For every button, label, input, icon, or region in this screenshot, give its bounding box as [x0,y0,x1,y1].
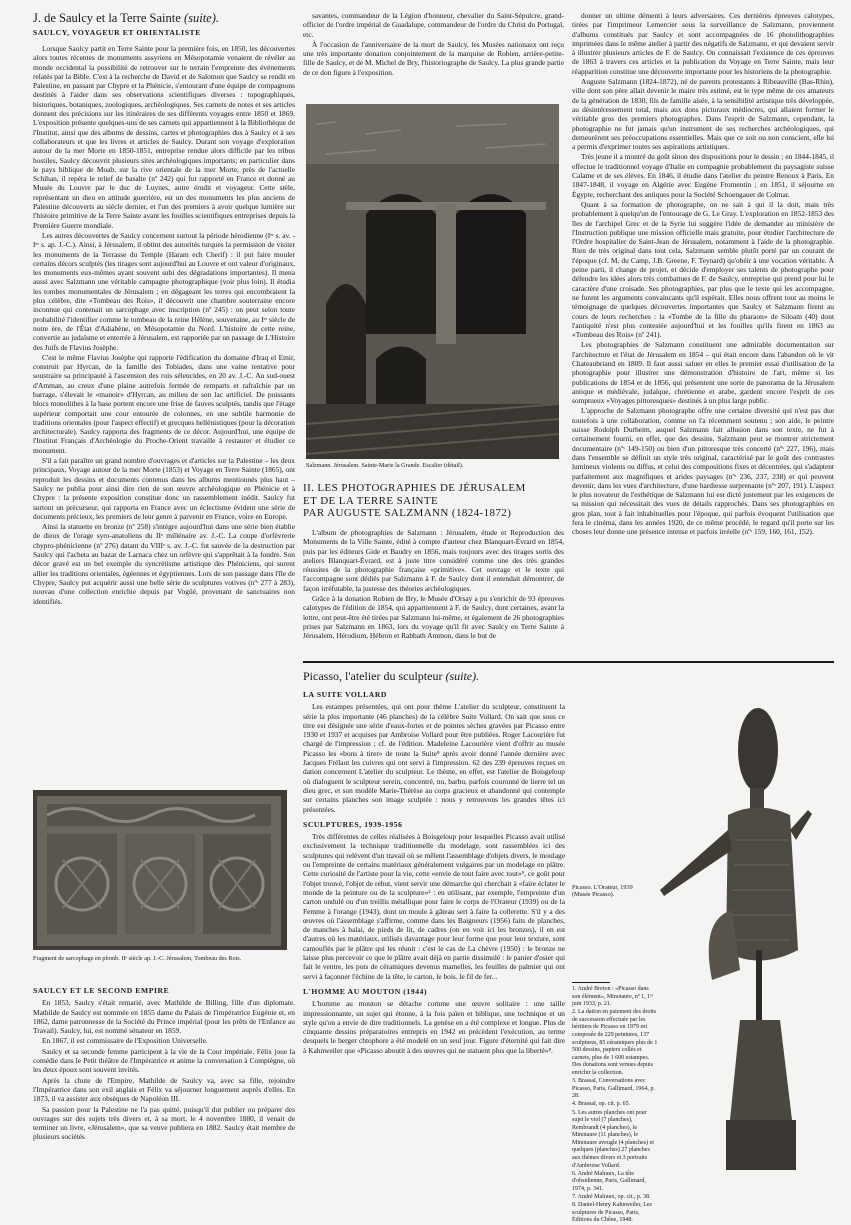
article1-subhead: SAULCY, VOYAGEUR ET ORIENTALISTE [33,28,201,37]
second-empire-section [33,986,295,1191]
sculptures-body [303,832,565,981]
second-empire-paragraph: Saulcy et sa seconde femme participent à la vie de la Cour impériale. Félix joue la comédie dans le Petit théâtre de l'Impératrice et anime la conversation à Compiègne, où les deux époux sont souvent invités. [33,1046,295,1075]
second-empire-paragraph: Sa passion pour la Palestine ne l'a pas quitté, puisqu'il dut publier ou préparer des ouvrages sur des sujets très divers et, à sa mort, le 4 novembre 1880, il venait de terminer un livre, «Jérusalem», que sa veuve publiera en 1882. Saulcy était membre de plusieurs sociétés [33,1104,295,1142]
salzmann-staircase-image [306,104,559,459]
homme-au-mouton-heading: L'HOMME AU MOUTON (1944) [303,986,428,996]
orateur-photo [640,690,825,1178]
footnote: 4. Brassaï, op. cit. p. 65. [572,1101,631,1108]
homme-au-mouton-body [303,999,565,1055]
article1-paragraph: Ainsi la statuette en bronze (nº 258) s'intègre aujourd'hui dans une série bien établie de dieux de l'orage syro-anatoliens du IIᵉ millénaire av. J.-C. La coupe d'orfèvrerie chypro-phénicienne (nº 276) datant du VIIIᵉ s. av. J.-C. fut sauvée de la destruction par Saulcy qui l'acheta au bazar de Larnaca chez un orfèvre qui s'apprêtait à la fondre. Son décor gravé est un bel exemple du syncrétisme artistique des Phéniciens, qui surent allier les traditions orientales, égéennes et égyptiennes. Lors de son passage dans l'île de Chypre, Saulcy put acquérir aussi une belle série de sculptures votives (nºˢ 277 à 283), nouvau d'une collection enrichie depuis par Vogüé, provenant de sanctuaires non identifiés. [33,522,295,606]
footnote: 3. Brassaï, Conversations avec Picasso, Paris, Gallimard, 1964, p. 28. [572,1078,655,1100]
article2-paragraph: Auguste Salzmann (1824-1872), né de parents protestants à Ribeauvillé (Bas-Rhin), ville dont son père allait devenir le maire très estimé, est le type même de ces amateurs de la génération de 1830, fils de famille aisée, à la sensibilité artistique très développée, au désintéressement total, mais aux dons picturaux médiocres, qui allaient former le véritable gros des premiers photographes. Dans l'esprit de Salzmann, cependant, la photographie ne fut jamais qu'un instrument de ses recherches archéologiques, qui demeurèrent ses préoccupations essentielles. Mais que ce soit ou non conscient, elle lui a permis d'exprimer toutes ses aspirations artistiques. [572,77,834,152]
second-empire-body [33,998,295,1141]
suite-vollard-heading: LA SUITE VOLLARD [303,690,388,699]
second-empire-paragraph: Après la chute de l'Empire, Mathilde de Saulcy va, avec sa fille, rejoindre l'Impératrice dans son exil anglais et Félix va séjourner longuement auprès d'elles. En 1873, il va assister aux obsèques de Napoléon III. [33,1075,295,1104]
article1-title-text: J. de Saulcy et la Terre Sainte [33,11,181,25]
article3-body [303,690,565,1195]
salzmann-photo-caption: Salzmann. Jérusalem. Sainte-Marie la Grande. Escalier (détail). [306,462,464,469]
homme-au-mouton-paragraph: L'homme au mouton se détache comme une œuvre solitaire : une taille impressionnante, un sujet qui étonne, à la fois païen et biblique, une technique et un style qu'on a envie de dire traditionnels. La genèse en a été complexe et longue. Plus de cinquante dessins préparatoires entrepris en 1942 en précèdent l'exécution, au terme desquels le berger chtophore a été modelé en un seul jour. Figure d'éternité qui fait dire à Kahnweiler que «Picasso aboutit à des œuvres qui ne statuent plus que la liberté»⁸. [303,999,565,1055]
article1-paragraph: S'il a fait paraître un grand nombre d'ouvrages et d'articles sur la Palestine – les deux principaux, Voyage autour de la mer Morte (1853) et Voyage en Terre Sainte (1865), ont reproduit les dessins et documents contenus dans les albums mentionnés plus haut – Saulcy ne publia pour ainsi dire rien de son œuvre archéologique en Phénicie et à Chypre : la présente exposition constitue donc un rassemblement inédit. Saulcy fut surtout un précurseur, qui rapporta en France avec un éclectisme évident une série de documents précieux, les premiers de leur genre à parvenir en France, voire en Europe. [33,456,295,521]
sarcophagus-photo [33,790,287,950]
article1-header [33,11,295,37]
suite-vollard-paragraph: Les estampes présentées, qui ont pour thème L'atelier du sculpteur, constituent la série la plus importante (46 planches) de la célèbre Suite Vollard. On sait que sous ce titre est désignée une série d'eaux-fortes et de pointes sèches gravées par Picasso entre 1930 et 1937 et acquises par Ambroise Vollard pour être publiées. Roger Lacourière fut chargé de l'impression ; cf. de l'édition. Madeleine Lacourière vient d'offrir au musée Picasso les «bons à tirer» de toute la Suite⁸ après avoir donné l'année dernière avec Jacques Frélaut les cuivres qui ont servi à l'impression. 62 des 239 épreuves reçues en dation concernent L'atelier du sculpteur. Le thème, en effet, est l'atelier de Boisgeloup où dialoguent le sculpteur serein, concentré, nu, barbu, parfois couronné de lierre tel un dieu grec, et son modèle Marie-Thérèse au corps gracieux et abandonné qui contemple sur certains planches son image sculptée : nous y retrouvons les grandes têtes ici présentées. [303,702,565,814]
second-empire-heading: SAULCY ET LE SECOND EMPIRE [33,986,170,995]
article2-paragraph: L'album de photographies de Salzmann : Jérusalem, étude et Reproduction des Monuments de la Ville Sainte, édité à compte d'auteur chez Blanquart-Évrard en 1854, puis par les éditeurs Gide et Baudry en 1856, mais toujours avec des tirages sortis des ateliers Blanquart-Évrard, est à juste titre considéré comme une des très grandes réussites de la photographie française «primitive». Cet ouvrage et le texte qui l'accompagne sont dédiés par Salzmann à F. de Saulcy dont il entendait démontrer, de façon irréfutable, la justesse des théories archéologiques. [303,528,564,593]
sculptures-heading: SCULPTURES, 1939-1956 [303,819,403,829]
article1-continuation-paragraph: savantes, commandeur de la Légion d'honneur, chevalier du Saint-Sépulcre, grand-officier de l'ordre impérial de Guadalupe, commandeur de l'ordre du Christ du Portugal, etc. [303,11,564,39]
article2-column3 [572,11,834,656]
article3-title-suffix: (suite). [445,669,480,683]
article1-paragraph: Les autres découvertes de Saulcy concernent surtout la période hérodienne (Iᵉʳ s. av. - Iᵉʳ s. ap. J.-C.). Ainsi, à Jérusalem, il obtint des autorités turques la permission de visiter les monuments de la Terrasse du Temple (Haram ech Cherif) : il put faire mouler certains décors sculptés (les tirages sont aujourd'hui au Louvre et ont valeur d'originaux, les monuments eux-mêmes ayant souvent subi des dégradations importantes). Il mena aussi avec Salzmann une véritable campagne photographique (voir plus loin). Il étudia les tombes monumentales de Jérusalem ; en dégageant les terres qui encombraient la plus célèbre, dite «Tombeau des Rois», il découvrit une chambre souterraine encore inconnue qui contenait un sarcophage avec inscription (nº 245) : on peut selon toute probabilité l'identifier comme le tombeau de la reine Hélène, souveraine, au Iᵉʳ siècle de notre ère, de l'État d'Adiabène, en Mésopotamie du Nord. L'histoire de cette reine, convertie au judaïsme et enterrée à Jérusalem, est rapportée par un passage de L'Histoire des Juifs de Flavius Josèphe. [33,230,295,352]
sarcophagus-image [33,790,287,950]
footnotes [572,986,658,1224]
article2-paragraph: Très jeune il a montré du goût sinon des dispositions pour le dessin ; en 1844-1845, il effectue le traditionnel voyage d'Italie en compagnie probablement du paysagiste suisse Calame et de ses élèves. En 1846, il étudie dans l'atelier du peintre Renoux à Paris. En 1847-1848, il voyage en Algérie avec Eugène Fromentin ; en 1851, il séjourne en Égypte, recherchant des antiques pour la Société Schoengauer de Colmar. [572,152,834,199]
second-empire-paragraph: En 1867, il est commissaire de l'Exposition Universelle. [42,1036,208,1046]
article3-header [303,669,573,683]
article1-continuation-paragraph: À l'occasion de l'anniversaire de la mort de Saulcy, les Musées nationaux ont reçu une très importante donation conjointement de la marquise de Robien, arrière-petite-fille de Saulcy, et de M. Michel de Bry, l'historiographe de Saulcy. La plus grande partie de ce don figure à l'exposition. [303,39,564,77]
orateur-caption: Picasso. L'Orateur, 1939 (Musée Picasso). [572,884,633,899]
footnote: 8. Daniel-Henry Kahnweiler, Les sculptures de Picasso, Paris, Éditions du Chêne, 1948. [572,1202,652,1224]
footnotes-rule [572,982,610,983]
article2-heading-line2: ET DE LA TERRE SAINTE [303,494,439,507]
footnote: 5. Les autres planches ont pour sujet le viol (7 planches), Rembrandt (4 planches), le Minotaure (11 planches), le Minotaure aveugle (4 planches) et quelques (planches) 27 planches aux thèmes divers et 3 portraits d'Ambroise Vollard. [572,1109,654,1169]
suite-vollard-body [303,702,565,814]
orateur-statue-image [640,690,825,1178]
sarcophagus-caption: Fragment de sarcophage en plomb. IIᵉ siècle ap. J.-C. Jérusalem, Tombeau des Rois. [33,955,242,962]
sculptures-paragraph: Très différentes de celles réalisées à Boisgeloup pour lesquelles Picasso avait utilisé exclusivement la technique traditionnelle du modelage, sont rassemblées ici des sculptures qui relèvent d'un travail où se mêlent l'assemblage d'objets divers, le moulage ou l'empreinte de certains matériaux généralement vulgaires par un modelage en plâtre. Cette curiosité de l'artiste pour la vie, cette «envie de tout faire avec tout»⁹, ce goût pour l'objet trouvé, l'objet de rebut, vient servir une démarche qui cherchait à «faire éclater le monde de la peinture ou de la sculpture»² : en utilisant, par exemple, l'empreinte d'un carton ondulé ou d'un treillis métallique pour faire le corps de l'Orateur (1939) ou de la Femme à l'orange (1943), dont un moule à gâteau sert à faire la collerette. S'il y a des œuvres où l'assemblage s'affirme, comme dans les Baigneurs (1956) faits de planches, de manches à balai, de pieds de lit, de cadres (on en voit ici les bronzes), il en est d'autres où les matériaux, utilisés davantage pour leur forme que pour leur texture, sont camouflés par le plâtre qui les réunit : c'est le cas de La chèvre (1950) : le bronze ne laisse plus percevoir ce que le plâtre avait déjà en partie dissimulé : le panier d'osier qui fait le ventre, les pots de céramiques devenus mamelles, les feuilles de palmier qui ont servi à façonner l'échine de la tête, le carton, le bois. le fil de fer... [303,832,565,981]
article2-column2 [303,528,564,654]
second-empire-paragraph: En 1853, Saulcy s'était remarié, avec Mathilde de Billing, fille d'un diplomate. Mathilde de Saulcy est nommée en 1855 dame du Palais de l'impératrice Eugénie et, en 1862, dame patronnesse de la Société du Prince impérial (pour les prêts de l'Enfance au Travail). Saulcy, lui, est nommé sénateur en 1859. [33,998,295,1036]
salzmann-photo [306,104,559,459]
article1-column2-continuation [303,11,564,97]
footnote: 7. André Malraux, op. cit., p. 38. [572,1194,651,1201]
article2-header [303,482,564,520]
section-divider [303,661,834,663]
article3-title [303,669,573,683]
footnote: 1. André Breton : «Picasso dans son élément», Minotaure, nº 1, 1ᵉʳ juin 1933, p. 21. [572,986,654,1008]
article2-paragraph: Quant à sa formation de photographe, on ne sait à qui il la doit, mais très probablement à quelqu'un de l'entourage de G. Le Gray. L'exploration en 1852-1853 des îles de l'archipel Grec et de la Syrie lui suggère l'idée de demander au ministère de l'Instruction publique une mission officielle mais gratuite, pour étudier l'architecture de l'Ordre hospitalier de Saint-Jean de Jérusalem, notamment à l'aide de la photographie. Rien de très original dans tout cela, Salzmann semble plutôt porté par un courant de l'époque (cf. M. du Camp, J.B. Greene, F. Teynard) qu'obéir à une vocation véritable. À peine parti, il change de projet, et décide d'employer ses talents de photographe pour défendre les idées alors très combattues de F. de Saulcy, entreprise qui prend pour lui le caractère d'une croisade. Ses photographies, par plus que le texte qui les accompagne, ne furent les arguments convaincants qu'il espérait. Elles nous offrent tout au moins le témoignage de quelques découvertes importantes que Saulcy et Salzmann firent au cours de leurs recherches : la «Tombe de la fille du pharaon» de Siloam (40) dont l'antiquité n'est plus contestée aujourd'hui et les fouilles qu'ils firent en 1863 au «Tombeau des Rois» (nº 241). [572,199,834,340]
article3-title-text: Picasso, l'atelier du sculpteur [303,669,443,683]
article1-title-suffix: (suite). [183,11,219,25]
article2-heading-line1: II. LES PHOTOGRAPHIES DE JÉRUSALEM [303,482,526,494]
article2-paragraph: Grâce à la donation Robien de Bry, le Musée d'Orsay a pu s'enrichir de 93 épreuves calotypes de l'édition de 1854, qui appartiennent à F. de Saulcy, dont certaines, avant la lettre, ont peut-être été tirées par Salzmann lui-même, et également de 26 photographies prises par Salzmann en 1863, lors du voyage qu'il fit avec Saulcy en Terre Sainte à Jérusalem, Hérodium, Hébron et Rabbath Ammon, dans le but de [303,594,564,641]
article1-column1 [33,44,295,744]
article2-paragraph: donner un ultime démenti à leurs adversaires. Ces dernières épreuves calotypes, tirées par l'imprimeur Lemercier sous la surveillance de Salzmann, proviennent d'albums constitués par Saulcy et sont accompagnées de 16 photolithographies imprimées dans le même atelier à partir des négatifs de Salzmann, et qui devaient servir à illustrer plusieurs articles de F. de Saulcy. On connaissait l'existence de ces épreuves de 1863 à travers ces articles et la publication du Voyage en Terre Sainte, mais leur réapparition constitue une découverte importante pour les historiens de la photographie. [572,11,834,76]
footnote: 2. La dation en paiement des droits de succession effectuée par les héritiers de Picasso en 1979 est composée de 229 peintures, 137 sculptures, 85 céramiques plus de 1 500 dessins, papiers collés et carnets, plus de 1 600 estampes. Des donations sont venues depuis enrichir la collection. [572,1009,658,1077]
article1-paragraph: Lorsque Saulcy partit en Terre Sainte pour la première fois, en 1850, les découvertes alors toutes récentes de monuments assyriens en Mésopotamie venaient de révéler au monde occidental la possibilité de retrouver sur le terrain l'empreinte des événements relatés par la Bible. C'est à la recherche de David et de Salomon que Saulcy se rendit en Palestine, en passant par Chypre et la Phénicie, s'entourant d'une équipe de compagnons destinés à l'aider dans ses observations scientifiques diverses : topographiques, historiques, botaniques, zoologiques, archéologiques. Ses carnets de notes et ses articles donnent des précisions sur les itinéraires de ses différents voyages entre 1850 et 1869. L'exposition présente quelques-uns de ses carnets qui appartiennent à la Bibliothèque de l'Institut, ainsi que des albums de dessins, cartes et photographies dus à Saulcy et à ses collaborateurs et que les livres et articles de Saulcy. Durant son voyage d'exploration autour de la mer Morte en 1850-1851, entreprise rendue alors difficile par les tribus hostiles, Saulcy découvrit plusieurs sites archéologiques importants; en particulier dans le pays biblique de Moab, sur la rive orientale de la mer Morte, près de l'actuelle Schihan, il repéra le relief de basalte (nº 242) qui fut rapporté en France et donné au Musée du Louvre par le duc de Luynes, autre érudit et voyageur. Cette stèle, représentant un dieu en attitude guerrière, est un des monuments les plus anciens de Palestine découverts au siècle dernier, et l'un des premiers à avoir quelque lumière sur l'histoire primitive de la Terre Sainte avant les fouilles scientifiques entreprises depuis la Première Guerre mondiale. [33,44,295,230]
footnote: 6. André Malraux, La tête d'obsidienne, Paris, Gallimard, 1974, p. 341. [572,1170,646,1192]
article2-paragraph: Les photographies de Salzmann constituent une admirable documentation sur l'architecture et l'état de Jérusalem en 1854 – qui était encore dans l'abandon où le vit Chateaubriand en 1809. Il faut aussi saluer en elles le premier essai d'utilisation de la photographie pour illustrer une démonstration d'histoire de l'art, même si les publications de 1854 et de 1856, qui présentent une sorte de panorama de la Jérusalem antique et médiévale, judaïque, chrétienne et arabe, gardent encore l'esprit de ces somptueux «Voyages pittoresques» destinés à un plus large public. [572,340,834,406]
article2-heading-line3: PAR AUGUSTE SALZMANN (1824-1872) [303,507,512,519]
article1-title [33,11,295,25]
article1-paragraph: C'est le même Flavius Josèphe qui rapporte l'édification du domaine d'Iraq el Emir, construit par Hyrcan, de la famille des Tobiades, dans une vaine tentative pour soustraire sa principauté à l'ascension des rois séleucides, en 20 av. J.-C. Au sud-ouest d'Amman, au creux d'une plaine autrefois fermée de remparts et rafraîchie par un barrage, s'élevait le «manoir» d'Hyrcan, au milieu de son lac artificiel. De puissants blocs monolithes à la base portent encore une frise de fauves sculptés, tandis que l'étage supérieur comportait une cour entourée de colonnes, en une subtile harmonie de traditions orientales (pour l'aspect effectif) et grecques hellénistiques (pour la décoration architecturale). Saulcy rapporta des fragments de ce décor. Aujourd'hui, une équipe de l'Institut Français d'Archéologie du Proche-Orient travaille à restaurer et étudier ce monument. [33,352,295,455]
article2-paragraph: L'approche de Salzmann photographe offre une certaine diversité qui n'est pas due toutefois à une collaboration, comme on l'a récemment soutenu ; son aide, le peintre suisse Rodolph Durheim, auquel Salzmann fait allusion dans son texte, ne fut à certainement fourni, en effet, que des dessins. Salzmann peut se montrer strictement documentaire (nºˢ 149-150) ou bien d'un pittoresque très concerté (nºˢ 227, 196), mais dans l'ensemble se définit un style très original, caractérisé par le goût des contrastes lumineux violents ou diffus, et celui des compositions fixes et décentrées, qui s'adaptent parfaitement aux magnifiques et arides paysages (nºˢ 236, 237, 238) et qui peuvent devenir, dans les vues d'architecture, d'une hardiesse surprenante (nºˢ 207, 191). L'aspect le plus novateur de l'esthétique de Salzmann lui est dicté justement par les exigences de sa mission qui nécessitait des vues de détails rapprochés. Dans ses photographies en gros plan, tout à fait inhabituelles pour l'époque, qui parfois évoquent l'utilisation que fera le cinéma, dans les années 1920, de ce même procédé, le regard qu'il porte sur les choses leur donne une présence intense et parfois irréelle (nºˢ 159, 160, 161, 152). [572,406,834,537]
